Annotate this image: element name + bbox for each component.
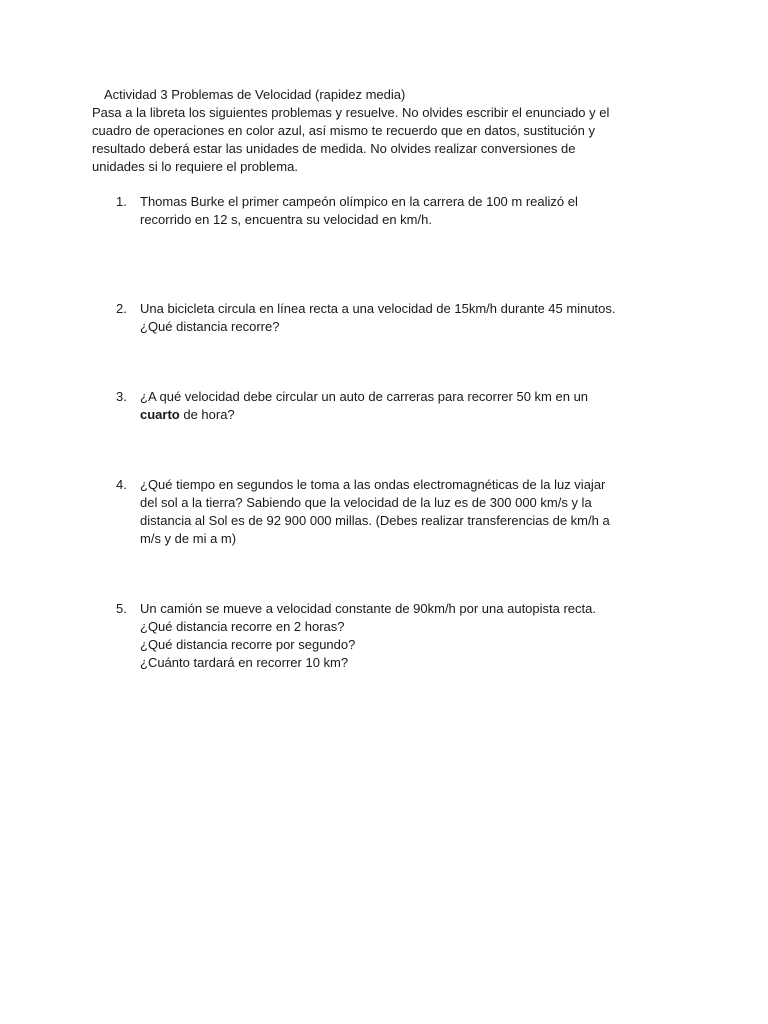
emphasis-word: cuarto bbox=[140, 407, 180, 422]
problem-line: ¿Qué distancia recorre por segundo? bbox=[140, 637, 356, 652]
problem-line: ¿Qué distancia recorre en 2 horas? bbox=[140, 619, 345, 634]
problem-line: ¿Qué distancia recorre? bbox=[140, 319, 280, 334]
problem-line: ¿A qué velocidad debe circular un auto de carreras para recorrer 50 km en un bbox=[140, 389, 589, 404]
problem-text bbox=[140, 388, 676, 424]
problem-number: 2. bbox=[116, 301, 127, 316]
problem-text bbox=[140, 300, 676, 336]
problem-line-rest: de hora? bbox=[179, 407, 235, 422]
instructions-paragraph bbox=[92, 104, 672, 176]
instructions-line: resultado deberá estar las unidades de medida. No olvides realizar conversiones de bbox=[92, 141, 576, 156]
instructions-line: cuadro de operaciones en color azul, así mismo te recuerdo que en datos, sustitución y bbox=[92, 123, 595, 138]
problem-number: 5. bbox=[116, 601, 127, 616]
problem-line: Una bicicleta circula en línea recta a una velocidad de 15km/h durante 45 minutos. bbox=[140, 301, 616, 316]
activity-title: Actividad 3 Problemas de Velocidad (rapidez media) bbox=[104, 87, 406, 102]
problem-line: m/s y de mi a m) bbox=[140, 531, 237, 546]
problem-line: Thomas Burke el primer campeón olímpico en la carrera de 100 m realizó el bbox=[140, 194, 578, 209]
problem-line: recorrido en 12 s, encuentra su velocidad en km/h. bbox=[140, 212, 432, 227]
problem-number: 1. bbox=[116, 194, 127, 209]
problem-number: 3. bbox=[116, 389, 127, 404]
problem-line: ¿Cuánto tardará en recorrer 10 km? bbox=[140, 655, 349, 670]
problem-number: 4. bbox=[116, 477, 127, 492]
problem-line: distancia al Sol es de 92 900 000 millas. (Debes realizar transferencias de km/h a bbox=[140, 513, 610, 528]
problem-line: Un camión se mueve a velocidad constante de 90km/h por una autopista recta. bbox=[140, 601, 596, 616]
problem-line bbox=[140, 406, 676, 424]
instructions-line: unidades si lo requiere el problema. bbox=[92, 159, 298, 174]
problem-line: ¿Qué tiempo en segundos le toma a las ondas electromagnéticas de la luz viajar bbox=[140, 477, 606, 492]
problem-text bbox=[140, 193, 676, 229]
instructions-line: Pasa a la libreta los siguientes problemas y resuelve. No olvides escribir el enunciado y el bbox=[92, 105, 610, 120]
problem-text bbox=[140, 476, 676, 548]
problem-line: del sol a la tierra? Sabiendo que la velocidad de la luz es de 300 000 km/s y la bbox=[140, 495, 592, 510]
problem-text bbox=[140, 600, 676, 672]
